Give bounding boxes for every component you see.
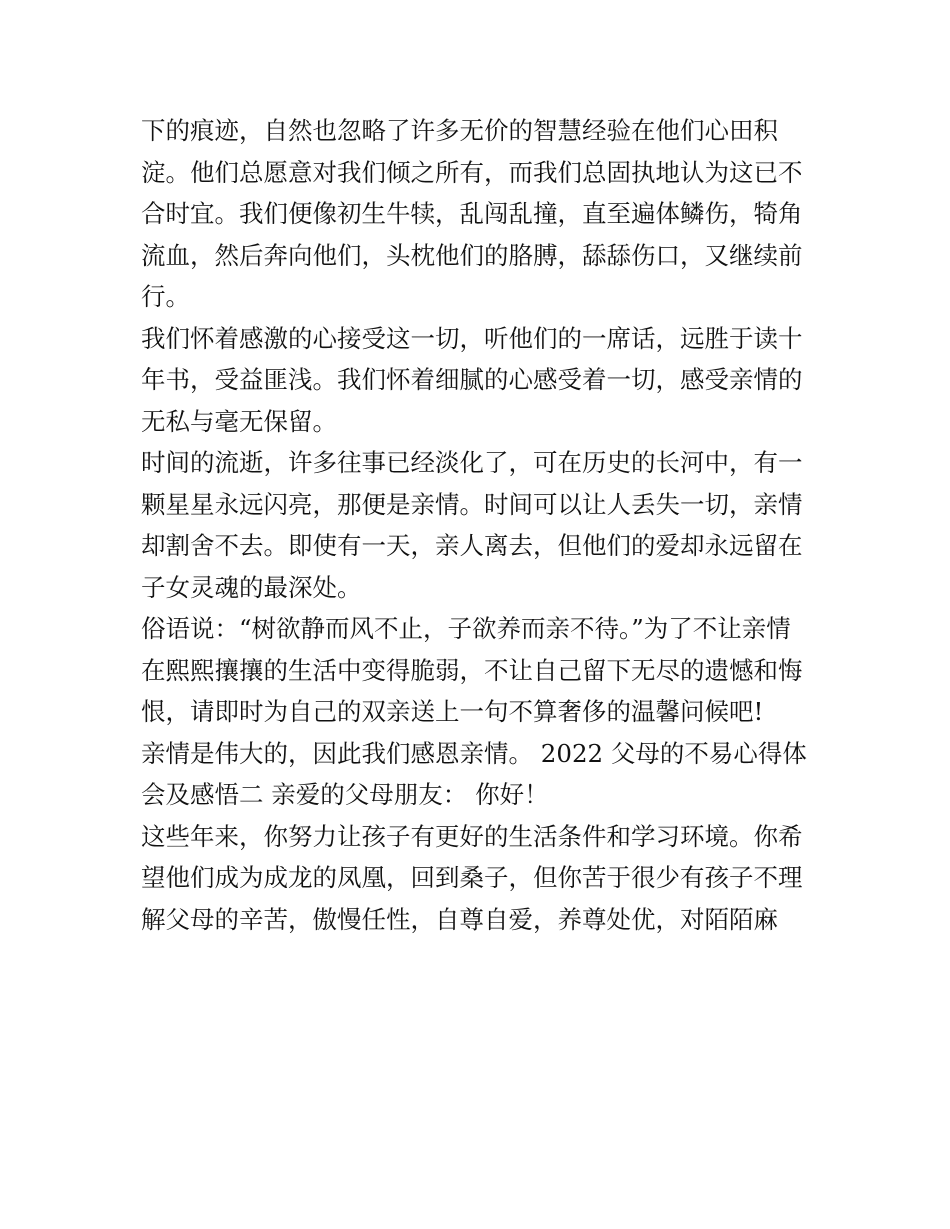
text-line: 恨，请即时为自己的双亲送上一句不算奢侈的温馨问候吧! xyxy=(141,697,764,726)
text-line: 淀。他们总愿意对我们倾之所有，而我们总固执地认为这已不 xyxy=(141,157,803,187)
text-line: 行。 xyxy=(141,282,190,311)
text-line: 颗星星永远闪亮，那便是亲情。时间可以让人丢失一切，亲情 xyxy=(141,489,803,519)
text-line: 这些年来，你努力让孩子有更好的生活条件和学习环境。你希 xyxy=(141,821,803,851)
text-line: 时间的流逝，许多往事已经淡化了，可在历史的长河中，有一 xyxy=(141,448,803,477)
text-line: 俗语说：“树欲静而风不止，子欲养而亲不待。”为了不让亲情 xyxy=(141,614,791,643)
text-line: 年书，受益匪浅。我们怀着细腻的心感受着一切，感受亲情的 xyxy=(141,365,803,394)
text-line: 我们怀着感激的心接受这一切，听他们的一席话，远胜于读十 xyxy=(141,323,803,353)
text-line: 合时宜。我们便像初生牛犊，乱闯乱撞，直至遍体鳞伤，犄角 xyxy=(141,199,803,228)
text-line: 却割舍不去。即使有一天，亲人离去，但他们的爱却永远留在 xyxy=(141,531,803,560)
text-line: 子女灵魂的最深处。 xyxy=(141,572,362,602)
text-line: 望他们成为成龙的凤凰，回到桑子，但你苦于很少有孩子不理 xyxy=(141,863,803,892)
text-line: 流血，然后奔向他们，头枕他们的胳膊，舔舔伤口，又继续前 xyxy=(141,240,803,270)
text-line: 解父母的辛苦，傲慢任性，自尊自爱，养尊处优，对陌陌麻 xyxy=(141,904,778,934)
document-body xyxy=(141,110,813,940)
text-line: 下的痕迹，自然也忽略了许多无价的智慧经验在他们心田积 xyxy=(141,116,778,145)
text-line: 会及感悟二 亲爱的父母朋友： 你好！ xyxy=(141,780,549,809)
text-line: 在熙熙攘攘的生活中变得脆弱，不让自己留下无尽的遗憾和悔 xyxy=(141,655,803,685)
text-line: 亲情是伟大的，因此我们感恩亲情。 2022 父母的不易心得体 xyxy=(141,738,807,768)
text-line: 无私与毫无保留。 xyxy=(141,406,337,436)
